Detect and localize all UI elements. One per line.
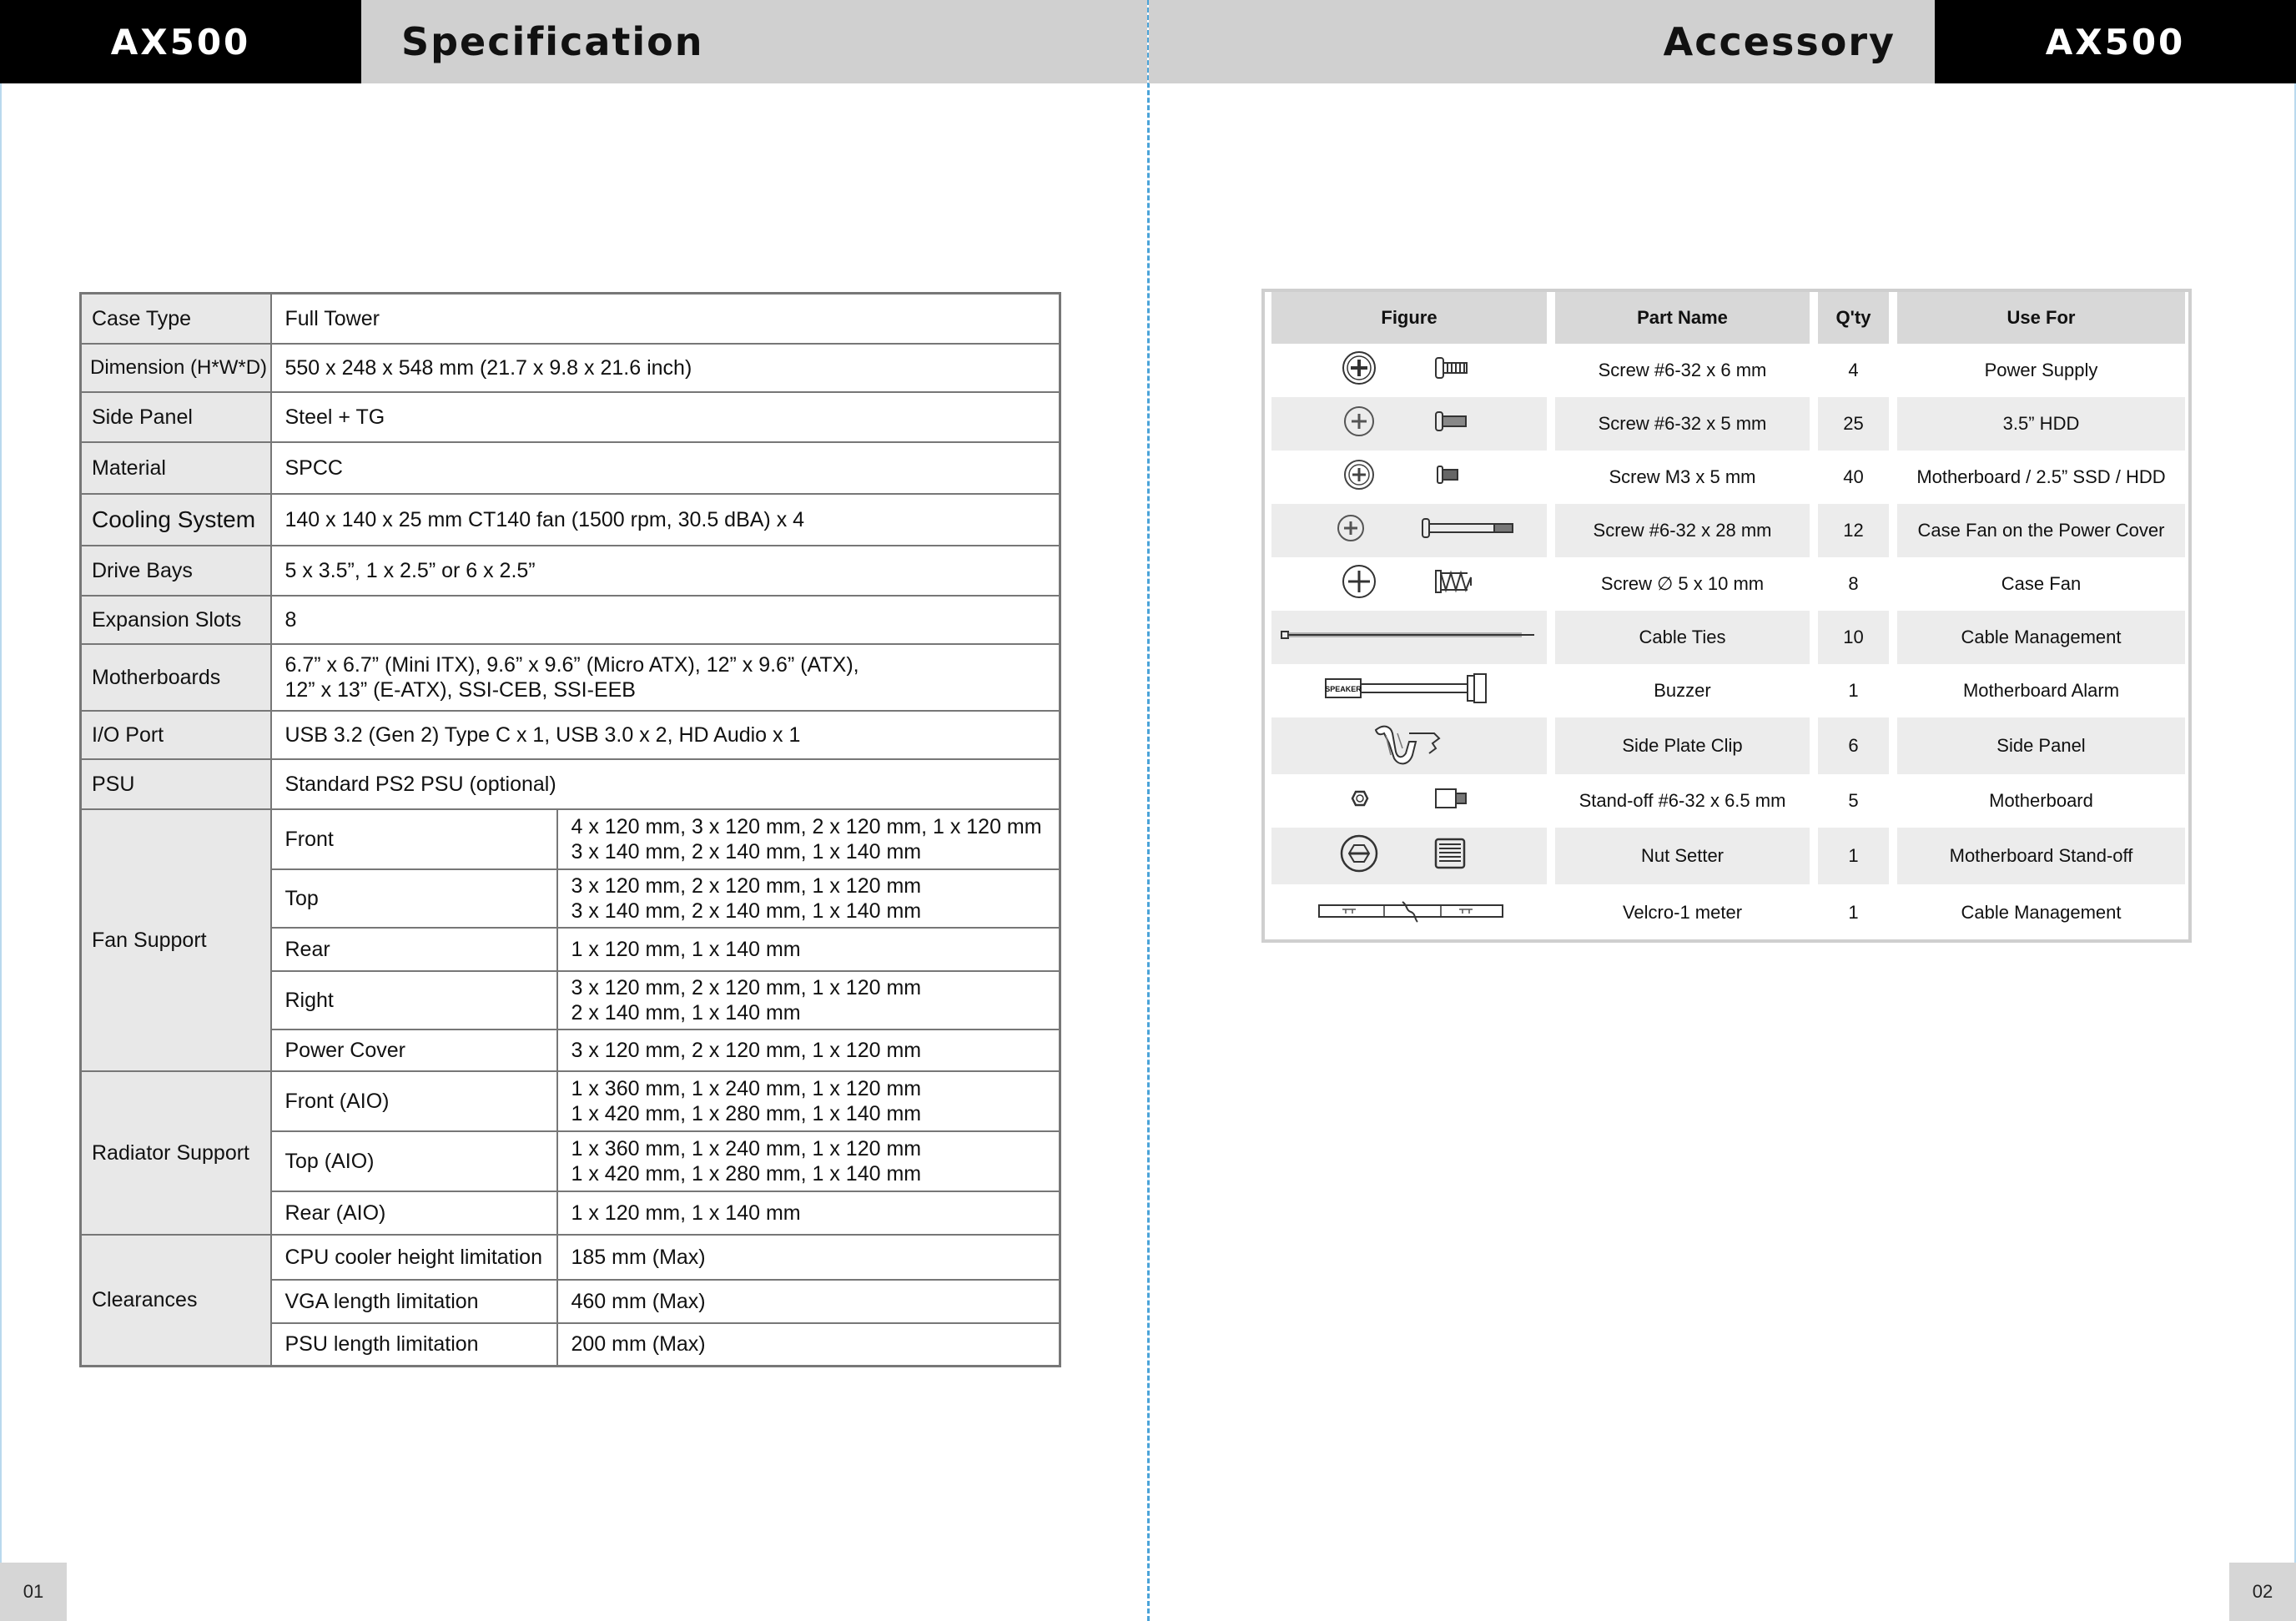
part-name-cell: Velcro-1 meter [1622, 902, 1743, 923]
spec-row [81, 442, 1060, 494]
figure-cell [1271, 717, 1547, 774]
part-name-cell: Buzzer [1654, 680, 1711, 701]
spec-sublabel: Front [271, 809, 557, 869]
spec-value [557, 971, 1060, 1029]
qty-cell: 8 [1848, 573, 1859, 594]
spec-label: Side Panel [81, 392, 271, 442]
accessory-row [1271, 504, 2185, 557]
page-number: 02 [2229, 1563, 2296, 1621]
use-for-cell: Motherboard Stand-off [1897, 828, 2185, 884]
spec-row [81, 596, 1060, 644]
page-specification [0, 0, 1147, 1621]
page-title: Accessory [1663, 19, 1896, 64]
spec-value: 200 mm (Max) [557, 1323, 1060, 1367]
part-name-cell: Nut Setter [1555, 828, 1810, 884]
spec-group-label: Fan Support [81, 809, 271, 1071]
spec-sublabel: Power Cover [271, 1029, 557, 1071]
accessory-row [1271, 717, 2185, 774]
nut-setter-icon [1326, 833, 1493, 874]
spec-value: Full Tower [271, 294, 1060, 344]
spec-value-line: 4 x 120 mm, 3 x 120 mm, 2 x 120 mm, 1 x 120 mm [571, 814, 1042, 838]
qty-cell: 40 [1843, 466, 1864, 487]
spec-label: Case Type [81, 294, 271, 344]
spec-value: SPCC [271, 442, 1060, 494]
accessory-row [1271, 344, 2185, 397]
spec-value [271, 644, 1060, 711]
spec-sublabel: Front (AIO) [271, 1071, 557, 1131]
spec-sublabel: Top [271, 869, 557, 928]
part-name-cell: Screw #6-32 x 28 mm [1555, 504, 1810, 557]
use-for-cell: Case Fan on the Power Cover [1897, 504, 2185, 557]
spec-value-line: 12” x 13” (E-ATX), SSI-CEB, SSI-EEB [284, 677, 636, 702]
use-for-cell: Cable Management [1897, 611, 2185, 664]
accessory-header-row [1271, 292, 2185, 344]
part-name-cell: Screw M3 x 5 mm [1609, 466, 1756, 487]
spec-row [81, 809, 1060, 869]
spec-value [557, 1131, 1060, 1191]
qty-cell: 4 [1848, 360, 1859, 380]
qty-cell: 5 [1848, 790, 1859, 811]
spec-value [557, 1071, 1060, 1131]
use-for-cell: Power Supply [1984, 360, 2098, 380]
qty-cell: 6 [1818, 717, 1889, 774]
spec-value [557, 869, 1060, 928]
screw-fan-icon [1326, 561, 1493, 602]
spec-label: Expansion Slots [81, 596, 271, 644]
column-header-part-name: Part Name [1555, 292, 1810, 344]
screw-pan-icon [1326, 349, 1493, 387]
use-for-cell: Motherboard / 2.5” SSD / HDD [1916, 466, 2166, 487]
spec-value: 460 mm (Max) [557, 1280, 1060, 1323]
spec-value: 185 mm (Max) [557, 1235, 1060, 1280]
spec-row [81, 494, 1060, 546]
spec-value: Steel + TG [271, 392, 1060, 442]
spec-value: 8 [271, 596, 1060, 644]
spec-row [81, 644, 1060, 711]
spec-sublabel: Right [271, 971, 557, 1029]
spec-value-line: 6.7” x 6.7” (Mini ITX), 9.6” x 9.6” (Micro ATX), 12” x 9.6” (ATX), [284, 652, 859, 677]
spec-sublabel: VGA length limitation [271, 1280, 557, 1323]
spec-value: USB 3.2 (Gen 2) Type C x 1, USB 3.0 x 2, HD Audio x 1 [271, 711, 1060, 759]
figure-cell [1271, 451, 1547, 504]
use-for-cell: Motherboard [1989, 790, 2093, 811]
side-plate-clip-icon [1326, 718, 1493, 768]
qty-cell: 1 [1848, 902, 1859, 923]
accessory-row [1271, 451, 2185, 504]
figure-cell [1271, 557, 1547, 611]
screw-short-icon [1326, 402, 1493, 440]
spec-value: 140 x 140 x 25 mm CT140 fan (1500 rpm, 30.5 dBA) x 4 [271, 494, 1060, 546]
model-label: AX500 [0, 0, 361, 83]
figure-cell [1271, 504, 1547, 557]
cable-tie-icon [1280, 622, 1538, 647]
spec-value-line: 1 x 360 mm, 1 x 240 mm, 1 x 120 mm [571, 1076, 922, 1100]
use-for-cell: Motherboard Alarm [1962, 680, 2120, 701]
column-header-figure: Figure [1271, 292, 1547, 344]
spec-value: 1 x 120 mm, 1 x 140 mm [557, 1191, 1060, 1235]
qty-cell: 12 [1818, 504, 1889, 557]
model-label: AX500 [1935, 0, 2296, 83]
spec-label: PSU [81, 759, 271, 809]
spec-value-line: 3 x 140 mm, 2 x 140 mm, 1 x 140 mm [571, 839, 922, 863]
spec-group-label: Clearances [81, 1235, 271, 1367]
buzzer-icon [1309, 669, 1509, 707]
figure-cell [1271, 774, 1547, 828]
spec-value: Standard PS2 PSU (optional) [271, 759, 1060, 809]
spec-value-line: 3 x 140 mm, 2 x 140 mm, 1 x 140 mm [571, 899, 922, 923]
page-number: 01 [0, 1563, 67, 1621]
velcro-icon [1309, 894, 1509, 927]
spec-value-line: 1 x 360 mm, 1 x 240 mm, 1 x 120 mm [571, 1136, 922, 1160]
column-header-use-for: Use For [1897, 292, 2185, 344]
spec-row [81, 392, 1060, 442]
figure-cell [1271, 884, 1547, 941]
qty-cell: 1 [1818, 828, 1889, 884]
spec-table [79, 292, 1061, 1367]
spec-row [81, 711, 1060, 759]
spec-sublabel: Rear (AIO) [271, 1191, 557, 1235]
part-name-cell: Cable Ties [1555, 611, 1810, 664]
figure-cell [1271, 397, 1547, 451]
spec-label: I/O Port [81, 711, 271, 759]
accessory-table [1263, 292, 2193, 941]
spec-row [81, 344, 1060, 392]
spec-value: 1 x 120 mm, 1 x 140 mm [557, 928, 1060, 971]
qty-cell: 1 [1848, 680, 1859, 701]
spec-value-line: 2 x 140 mm, 1 x 140 mm [571, 1000, 801, 1024]
spec-row [81, 294, 1060, 344]
accessory-table-frame [1261, 289, 2192, 943]
screw-long-icon [1284, 509, 1534, 547]
use-for-cell: Case Fan [2001, 573, 2082, 594]
part-name-cell: Screw ∅ 5 x 10 mm [1600, 573, 1765, 594]
spec-label: Drive Bays [81, 546, 271, 596]
accessory-row [1271, 611, 2185, 664]
figure-cell [1271, 828, 1547, 884]
spec-label: Cooling System [81, 494, 271, 546]
use-for-cell: Cable Management [1961, 902, 2122, 923]
page-title: Specification [401, 19, 704, 64]
accessory-row [1271, 884, 2185, 941]
buzzer-label: SPEAKER [1325, 685, 1362, 693]
accessory-row [1271, 664, 2185, 717]
spec-row [81, 1071, 1060, 1131]
spec-value-line: 3 x 120 mm, 2 x 120 mm, 1 x 120 mm [571, 873, 922, 898]
column-header-qty: Q'ty [1818, 292, 1889, 344]
part-name-cell: Side Plate Clip [1555, 717, 1810, 774]
qty-cell: 10 [1818, 611, 1889, 664]
figure-cell [1271, 611, 1547, 664]
spec-value: 5 x 3.5”, 1 x 2.5” or 6 x 2.5” [271, 546, 1060, 596]
spec-sublabel: Rear [271, 928, 557, 971]
accessory-row [1271, 397, 2185, 451]
spec-value-line: 1 x 420 mm, 1 x 280 mm, 1 x 140 mm [571, 1161, 922, 1186]
spec-sublabel: PSU length limitation [271, 1323, 557, 1367]
part-name-cell: Screw #6-32 x 5 mm [1555, 397, 1810, 451]
spec-value-line: 3 x 120 mm, 2 x 120 mm, 1 x 120 mm [571, 975, 922, 999]
spec-row [81, 546, 1060, 596]
spec-group-label: Radiator Support [81, 1071, 271, 1235]
spec-label: Material [81, 442, 271, 494]
spec-row [81, 1235, 1060, 1280]
spec-row [81, 759, 1060, 809]
screw-m3-icon [1326, 456, 1493, 494]
spec-sublabel: Top (AIO) [271, 1131, 557, 1191]
accessory-row [1271, 774, 2185, 828]
qty-cell: 25 [1818, 397, 1889, 451]
spec-value [557, 809, 1060, 869]
part-name-cell: Screw #6-32 x 6 mm [1598, 360, 1767, 380]
spec-sublabel: CPU cooler height limitation [271, 1235, 557, 1280]
figure-cell [1271, 344, 1547, 397]
spec-value-line: 1 x 420 mm, 1 x 280 mm, 1 x 140 mm [571, 1101, 922, 1125]
figure-cell [1271, 664, 1547, 717]
use-for-cell: 3.5” HDD [1897, 397, 2185, 451]
accessory-row [1271, 557, 2185, 611]
spec-label: Motherboards [81, 644, 271, 711]
spec-value: 3 x 120 mm, 2 x 120 mm, 1 x 120 mm [557, 1029, 1060, 1071]
use-for-cell: Side Panel [1897, 717, 2185, 774]
accessory-row [1271, 828, 2185, 884]
spec-value: 550 x 248 x 548 mm (21.7 x 9.8 x 21.6 inch) [271, 344, 1060, 392]
spec-label: Dimension (H*W*D) [81, 344, 271, 392]
part-name-cell: Stand-off #6-32 x 6.5 mm [1578, 790, 1786, 811]
standoff-icon [1326, 779, 1493, 818]
